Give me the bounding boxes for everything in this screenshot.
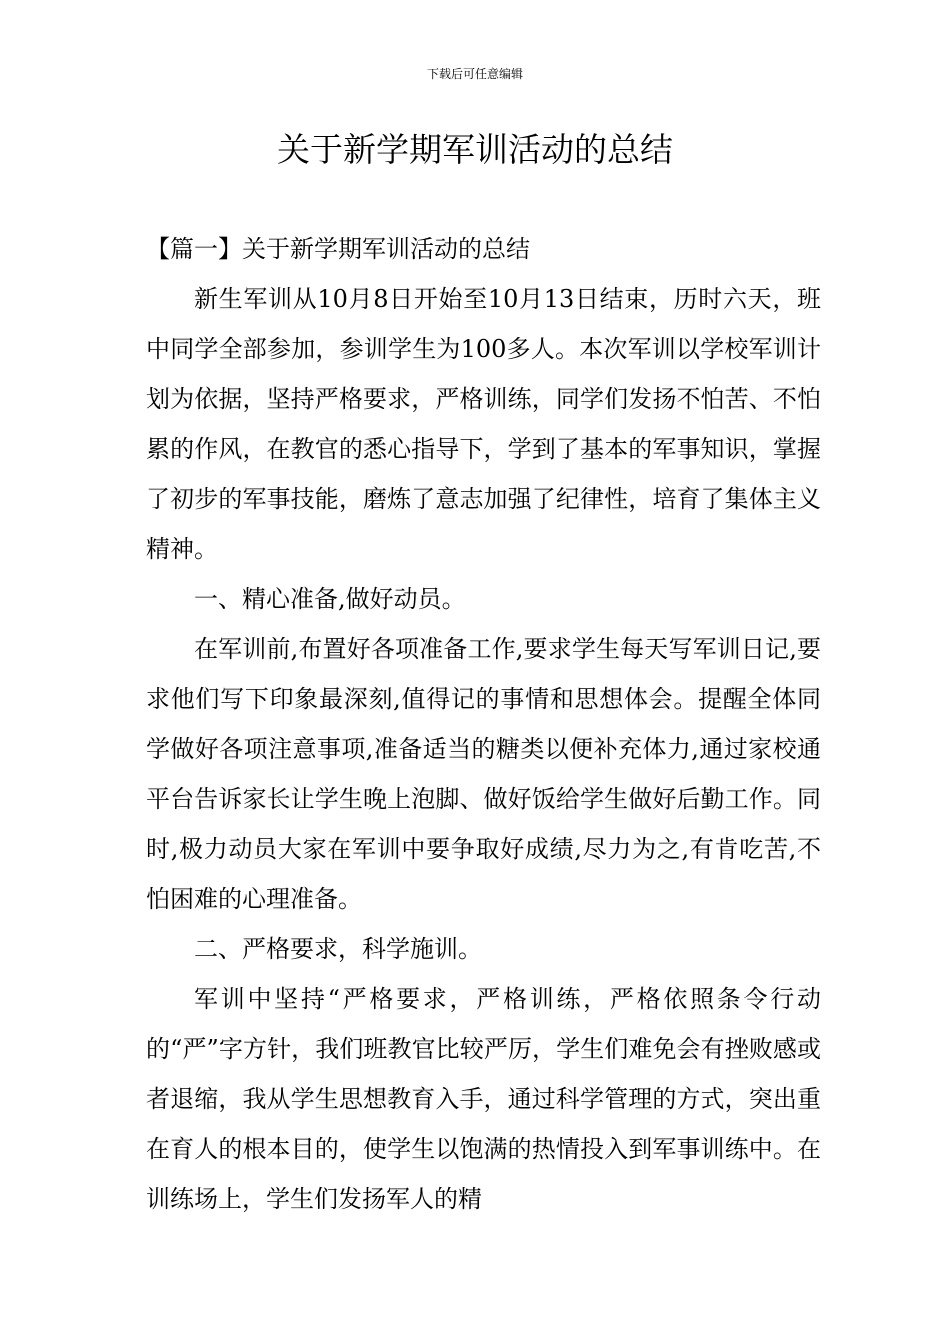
document-body: [146, 224, 821, 1224]
paragraph-training: 军训中坚持“严格要求，严格训练，严格依照条令行动的“严”字方针，我们班教官比较严厉，学生们难免会有挫败感或者退缩，我从学生思想教育入手，通过科学管理的方式，突出重在育人的根本目的，使学生以饱满的热情投入到军事训练中。在训练场上，学生们发扬军人的精: [146, 985, 821, 1213]
paragraph-preparation: 在军训前,布置好各项准备工作,要求学生每天写军训日记,要求他们写下印象最深刻,值得记的事情和思想体会。提醒全体同学做好各项注意事项,准备适当的糖类以便补充体力,通过家校通平台告诉家长让学生晚上泡脚、做好饭给学生做好后勤工作。同时,极力动员大家在军训中要争取好成绩,尽力为之,有肯吃苦,不怕困难的心理准备。: [146, 635, 821, 913]
section-heading: 【篇一】关于新学期军训活动的总结: [146, 235, 530, 263]
subheading-training: 二、严格要求，科学施训。: [194, 935, 482, 963]
document-title: 关于新学期军训活动的总结: [277, 130, 673, 169]
subheading-preparation: 一、精心准备,做好动员。: [194, 585, 466, 613]
paragraph-intro: 新生军训从10月8日开始至10月13日结束，历时六天，班中同学全部参加，参训学生为100多人。本次军训以学校军训计划为依据，坚持严格要求，严格训练，同学们发扬不怕苦、不怕累的作风，在教官的悉心指导下，学到了基本的军事知识，掌握了初步的军事技能，磨炼了意志加强了纪律性，培育了集体主义精神。: [146, 285, 821, 563]
header-note: 下载后可任意编辑: [426, 67, 523, 81]
